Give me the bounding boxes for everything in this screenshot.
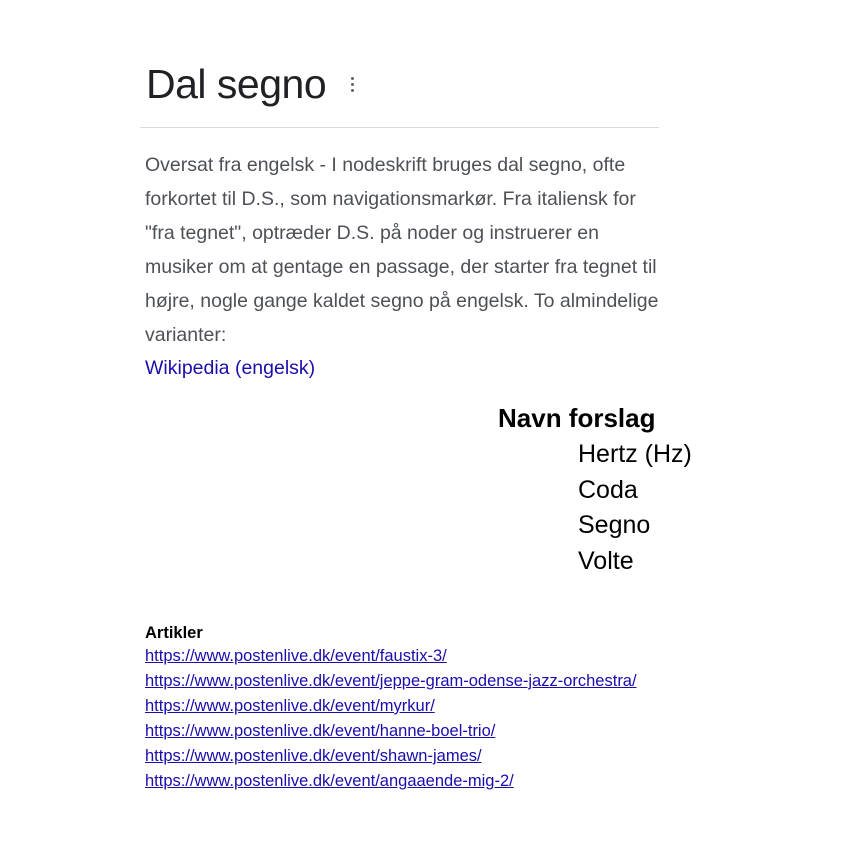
article-link[interactable]: https://www.postenlive.dk/event/myrkur/ bbox=[145, 697, 435, 715]
page-title: Dal segno bbox=[146, 61, 327, 107]
divider bbox=[140, 127, 659, 128]
wikipedia-source-link[interactable]: Wikipedia (engelsk) bbox=[145, 357, 316, 379]
list-item bbox=[145, 669, 637, 694]
title-row bbox=[146, 58, 356, 110]
article-link[interactable]: https://www.postenlive.dk/event/hanne-boel-trio/ bbox=[145, 722, 496, 740]
articles-list bbox=[145, 644, 637, 794]
suggestion-item: Hertz (Hz) bbox=[578, 440, 692, 468]
kebab-dot bbox=[351, 83, 354, 86]
more-vert-icon[interactable] bbox=[348, 73, 356, 95]
list-item bbox=[145, 644, 637, 669]
list-item bbox=[145, 719, 637, 744]
articles-heading: Artikler bbox=[145, 624, 203, 642]
article-link[interactable]: https://www.postenlive.dk/event/angaaende-mig-2/ bbox=[145, 772, 514, 790]
article-link[interactable]: https://www.postenlive.dk/event/shawn-james/ bbox=[145, 747, 482, 765]
kebab-dot bbox=[351, 77, 354, 80]
summary-text: Oversat fra engelsk - I nodeskrift bruges dal segno, ofte forkortet til D.S., som navigationsmarkør. Fra italiensk for "fra tegnet", optræder D.S. på noder og instruerer en musiker om at gentage en passage, der starter fra tegnet til højre, nogle gange kaldet segno på engelsk. To almindelige varianter: bbox=[145, 154, 659, 346]
suggestion-item: Coda bbox=[578, 475, 638, 504]
suggestions-list bbox=[578, 437, 692, 579]
article-link[interactable]: https://www.postenlive.dk/event/jeppe-gram-odense-jazz-orchestra/ bbox=[145, 672, 637, 690]
article-link[interactable]: https://www.postenlive.dk/event/faustix-3/ bbox=[145, 647, 447, 665]
list-item bbox=[145, 744, 637, 769]
name-suggestions bbox=[498, 401, 692, 579]
articles-section bbox=[145, 622, 637, 794]
suggestion-item: Volte bbox=[578, 546, 634, 575]
kebab-dot bbox=[351, 89, 354, 92]
list-item bbox=[145, 769, 637, 794]
suggestions-heading: Navn forslag bbox=[498, 403, 656, 433]
list-item bbox=[145, 694, 637, 719]
suggestion-item: Segno bbox=[578, 511, 651, 539]
